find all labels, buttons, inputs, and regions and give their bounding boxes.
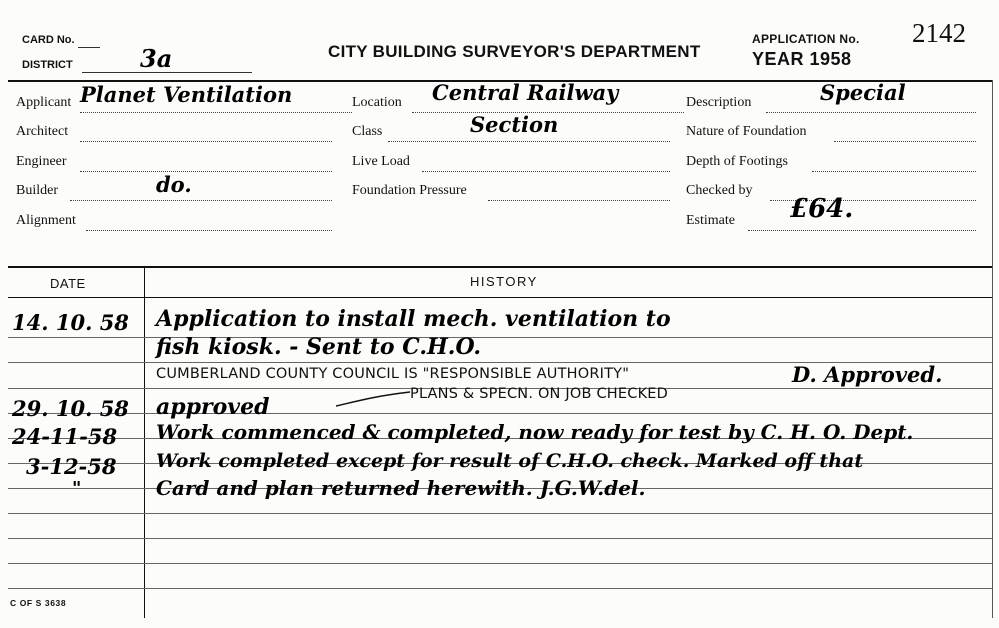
arrow-stroke [334,388,414,410]
nature-of-foundation-dots [834,141,976,142]
entry-text: Application to install mech. ventilation to [156,306,671,332]
department-title: CITY BUILDING SURVEYOR'S DEPARTMENT [328,42,701,61]
ruled-line [8,513,993,514]
live-load-label: Live Load [352,154,410,169]
date-column-divider [144,266,145,618]
ruled-line [8,538,993,539]
district-value: 3a [140,44,173,73]
alignment-dots [86,230,332,231]
entry-text: approved [156,394,270,420]
ruled-line [8,588,993,589]
description-value: Special [820,80,906,105]
applicant-dots [80,112,352,113]
year-label: YEAR 1958 [752,49,852,69]
description-dots [766,112,976,113]
builder-dots [70,200,332,201]
estimate-dots [748,230,976,231]
applicant-value: Planet Ventilation [80,82,293,107]
entry-date: 29. 10. 58 [12,396,129,421]
location-value: Central Railway [432,80,619,105]
form-code: C OF S 3638 [10,598,67,608]
builder-value: do. [156,172,192,197]
entry-text: Work commenced & completed, now ready for test by C. H. O. Dept. [156,420,914,444]
card-no-label: CARD No. [22,34,75,46]
table-top-rule [8,266,993,268]
alignment-label: Alignment [16,213,76,228]
class-label: Class [352,124,383,139]
location-label: Location [352,95,402,110]
district-label: DISTRICT [22,59,73,71]
stamp-text: CUMBERLAND COUNTY COUNCIL IS "RESPONSIBLE AUTHORITY" [156,366,630,382]
class-value: Section [470,112,559,137]
estimate-label: Estimate [686,213,735,228]
entry-text: Card and plan returned herewith. J.G.W.del. [156,476,646,500]
class-dots [388,141,670,142]
entry-date: " [72,478,82,499]
stamp-text: PLANS & SPECN. ON JOB CHECKED [410,386,669,402]
architect-label: Architect [16,124,69,139]
entry-date: 14. 10. 58 [12,310,129,335]
card-right-edge [992,80,993,618]
date-header: DATE [50,276,86,291]
entry-text: fish kiosk. - Sent to C.H.O. [156,334,482,360]
checked-by-label: Checked by [686,183,753,198]
ruled-line [8,563,993,564]
engineer-dots [80,171,332,172]
nature-of-foundation-label: Nature of Foundation [686,124,807,139]
entry-text: Work completed except for result of C.H.O. check. Marked off that [156,450,864,472]
card-no-rule [78,47,100,48]
description-label: Description [686,95,752,110]
history-header: HISTORY [470,274,538,289]
builder-label: Builder [16,183,58,198]
applicant-label: Applicant [16,95,72,110]
entry-note: D. Approved. [792,362,943,387]
foundation-pressure-dots [488,200,670,201]
application-no-label: APPLICATION No. [752,32,860,46]
entry-date: 3-12-58 [26,454,117,479]
table-header-rule [8,297,993,298]
depth-of-footings-label: Depth of Footings [686,154,788,169]
live-load-dots [422,171,670,172]
application-no: 2142 [912,18,966,48]
foundation-pressure-label: Foundation Pressure [352,183,467,198]
architect-dots [80,141,332,142]
depth-of-footings-dots [812,171,976,172]
entry-date: 24-11-58 [12,424,118,449]
estimate-value: £64. [790,194,854,224]
engineer-label: Engineer [16,154,67,169]
